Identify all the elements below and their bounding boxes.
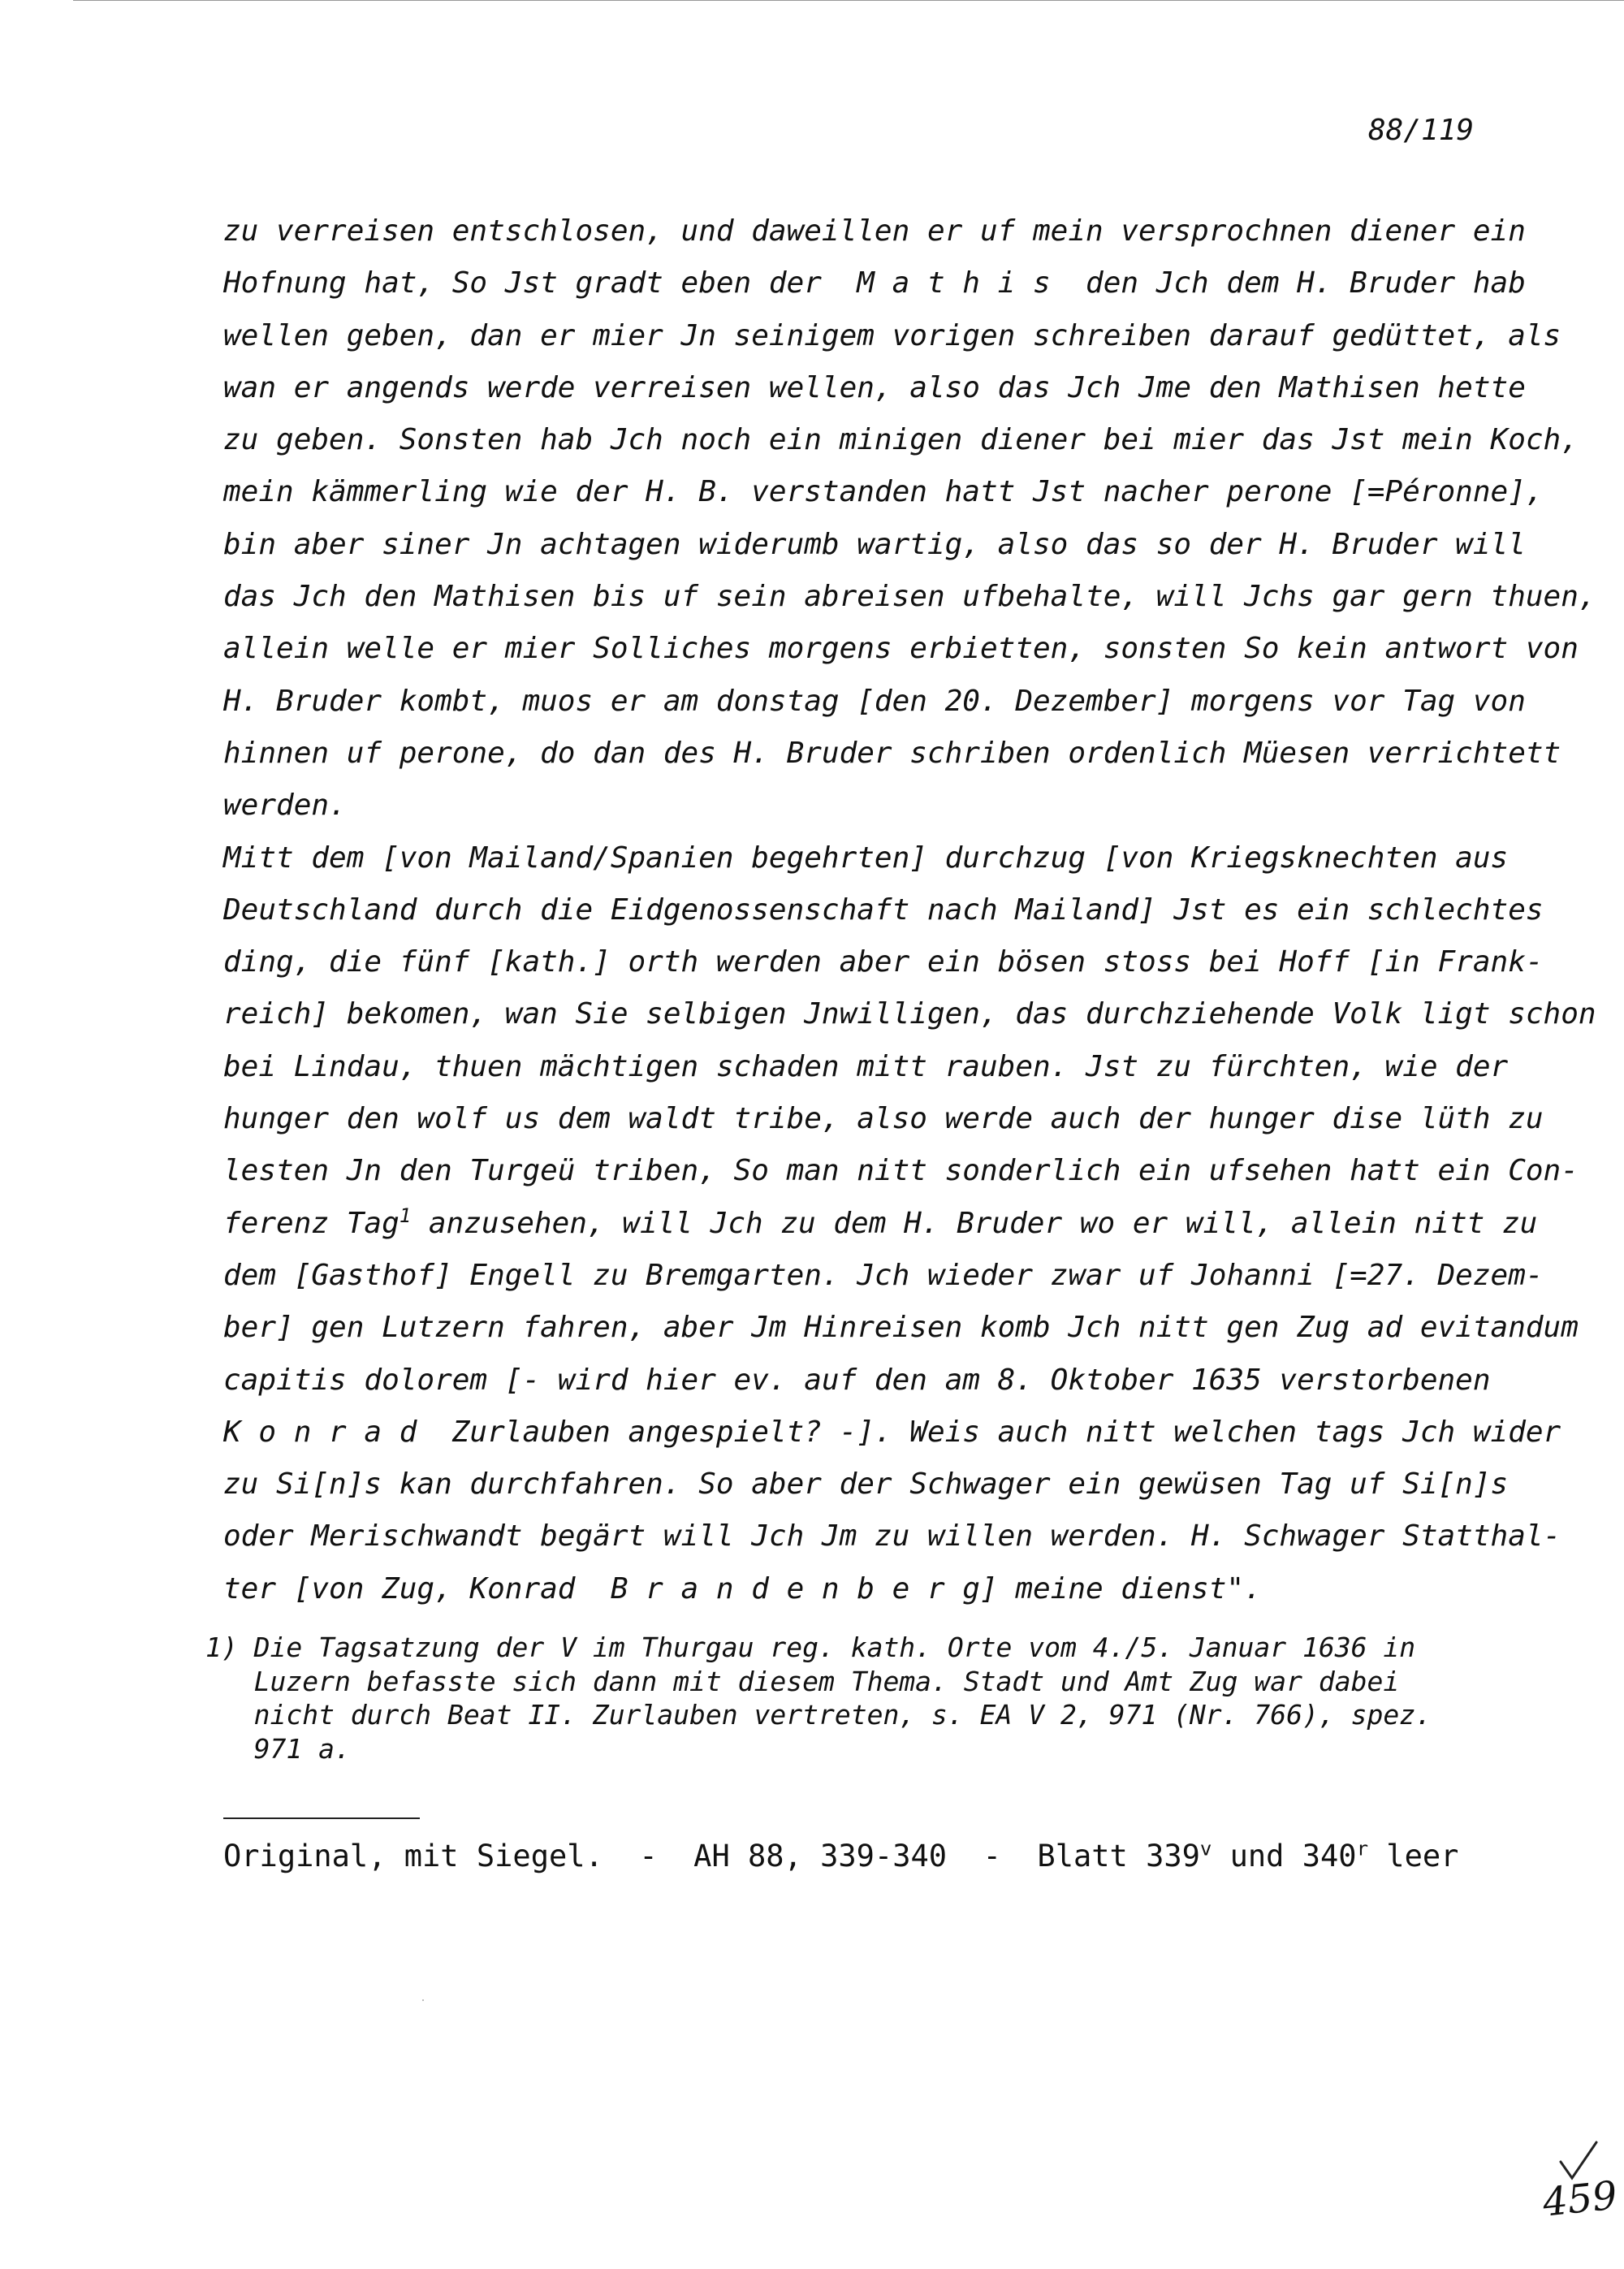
body-line: ding, die fünf [kath.] orth werden aber ein bösen stoss bei Hoff [in Frank- <box>223 945 1544 979</box>
source-text-2: und 340 <box>1212 1839 1357 1874</box>
footnote-line: 1) Die Tagsatzung der V im Thurgau reg. kath. Orte vom 4./5. Januar 1636 in <box>205 1632 1416 1663</box>
source-sup-verso: v <box>1199 1837 1212 1861</box>
body-line: H. Bruder kombt, muos er am donstag [den 20. Dezember] morgens vor Tag von <box>223 684 1526 718</box>
body-line: werden. <box>223 789 347 823</box>
body-line: capitis dolorem [- wird hier ev. auf den am 8. Oktober 1635 verstorbenen <box>223 1363 1491 1397</box>
footnote-line: Luzern befasste sich dann mit diesem Thema. Stadt und Amt Zug war dabei <box>205 1665 1400 1697</box>
scan-speck <box>422 1999 424 2001</box>
body-line: Deutschland durch die Eidgenossenschaft nach Mailand] Jst es ein schlechtes <box>223 892 1544 927</box>
source-sup-recto: r <box>1356 1837 1369 1861</box>
body-line: reich] bekomen, wan Sie selbigen Jnwilligen, das durchziehende Volk ligt schon <box>223 997 1596 1031</box>
footnote-marker: 1 <box>399 1204 412 1227</box>
source-note <box>223 1835 1458 1878</box>
body-line-with-note <box>223 1198 1538 1250</box>
body-line: zu Si[n]s kan durchfahren. So aber der Schwager ein gewüsen Tag uf Si[n]s <box>223 1467 1509 1502</box>
line-text-after-note: anzusehen, will Jch zu dem H. Bruder wo er will, allein nitt zu <box>411 1206 1538 1240</box>
source-text-1: Original, mit Siegel. - AH 88, 339-340 - Blatt 339 <box>223 1839 1200 1874</box>
footnote-line: 971 a. <box>205 1732 351 1765</box>
body-line: bin aber siner Jn achtagen widerumb wartig, also das so der H. Bruder will <box>223 527 1526 561</box>
body-line: dem [Gasthof] Engell zu Bremgarten. Jch wieder zwar uf Johanni [=27. Dezem- <box>223 1258 1544 1292</box>
footnote-line: nicht durch Beat II. Zurlauben vertreten, s. EA V 2, 971 (Nr. 766), spez. <box>205 1699 1432 1731</box>
page-number: 88/119 <box>1368 114 1475 147</box>
body-line: mein kämmerling wie der H. B. verstanden hatt Jst nacher perone [=Péronne], <box>223 475 1544 509</box>
source-text-3: leer <box>1368 1839 1459 1874</box>
body-line: bei Lindau, thuen mächtigen schaden mitt rauben. Jst zu fürchten, wie der <box>223 1049 1509 1083</box>
source-separator-rule <box>223 1817 420 1819</box>
body-line: ter [von Zug, Konrad B r a n d e n b e r g] meine dienst". <box>223 1571 1262 1606</box>
body-lines-group-2 <box>223 1250 1579 1615</box>
body-line: oder Merischwandt begärt will Jch Jm zu willen werden. H. Schwager Statthal- <box>223 1519 1561 1554</box>
body-line: K o n r a d Zurlauben angespielt? -]. Weis auch nitt welchen tags Jch wider <box>223 1415 1561 1449</box>
body-line: Hofnung hat, So Jst gradt eben der M a t h i s den Jch dem H. Bruder hab <box>223 266 1526 300</box>
body-lines-group-1 <box>223 205 1596 1198</box>
body-line: lesten Jn den Turgeü triben, So man nitt sonderlich ein ufsehen hatt ein Con- <box>223 1154 1579 1188</box>
body-line: allein welle er mier Solliches morgens erbietten, sonsten So kein antwort von <box>223 632 1579 666</box>
footnote <box>205 1631 1505 1765</box>
body-line: zu verreisen entschlosen, und daweillen er uf mein versprochnen diener ein <box>223 214 1526 248</box>
body-line: ber] gen Lutzern fahren, aber Jm Hinreisen komb Jch nitt gen Zug ad evitandum <box>223 1311 1579 1345</box>
body-line: wellen geben, dan er mier Jn seinigem vorigen schreiben darauf gedüttet, als <box>223 318 1561 352</box>
body-line: hunger den wolf us dem waldt tribe, also werde auch der hunger dise lüth zu <box>223 1102 1544 1136</box>
body-line: Mitt dem [von Mailand/Spanien begehrten] durchzug [von Kriegsknechten aus <box>223 841 1509 875</box>
body-line: das Jch den Mathisen bis uf sein abreisen ufbehalte, will Jchs gar gern thuen, <box>223 580 1596 614</box>
body-line: hinnen uf perone, do dan des H. Bruder schriben ordenlich Müesen verrichtett <box>223 736 1561 770</box>
line-text-before-note: ferenz Tag <box>223 1206 400 1240</box>
top-edge-rule <box>73 0 1624 1</box>
handwritten-folio-number: 459 <box>1540 2172 1620 2226</box>
letter-body <box>223 205 1596 1615</box>
body-line: zu geben. Sonsten hab Jch noch ein minigen diener bei mier das Jst mein Koch, <box>223 423 1579 457</box>
body-line: wan er angends werde verreisen wellen, also das Jch Jme den Mathisen hette <box>223 370 1526 404</box>
